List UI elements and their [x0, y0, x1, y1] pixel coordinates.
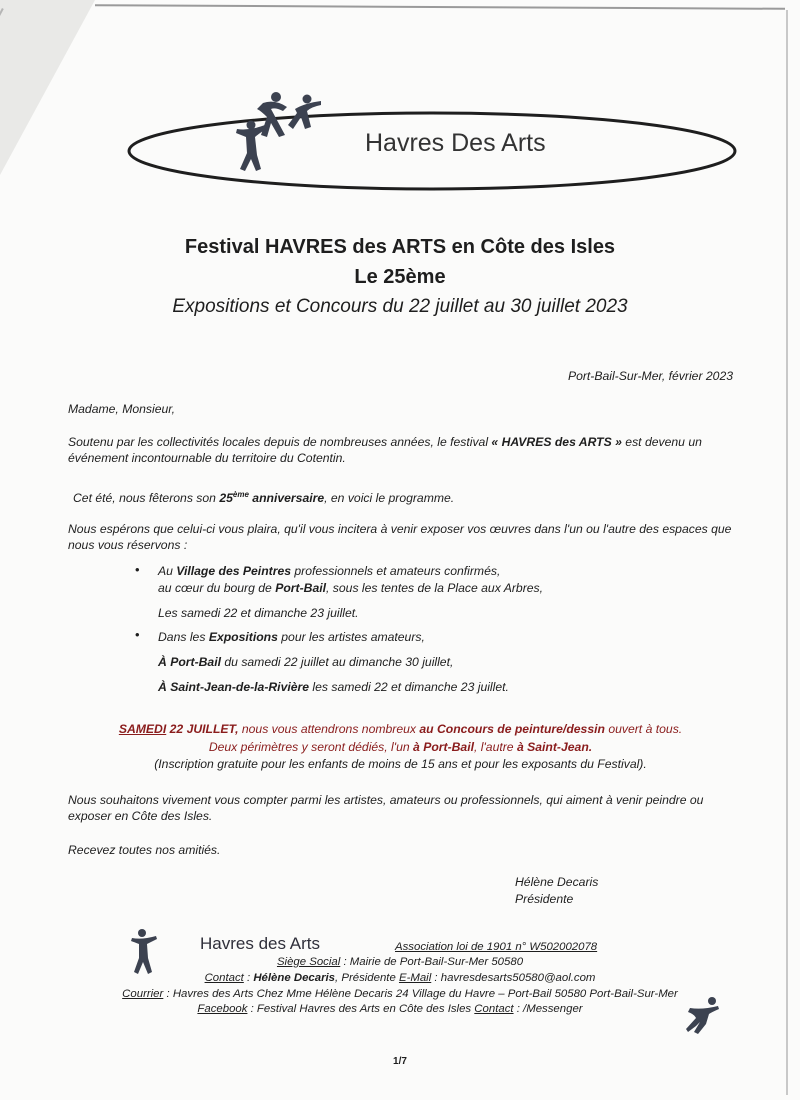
signature-role: Présidente — [515, 892, 574, 906]
bullet-1-line-1 — [158, 563, 718, 579]
contact2-label: Contact — [474, 1003, 514, 1015]
email-label: E-Mail — [398, 972, 432, 984]
bullet-1-line-3: Les samedi 22 et dimanche 23 juillet. — [158, 606, 359, 620]
paragraph-5: Nous souhaitons vivement vous compter parmi les artistes, amateurs ou professionnels, qui aiment à venir peindre ou exposer en Côte des Isles. — [68, 793, 704, 823]
salutation: Madame, Monsieur, — [68, 402, 176, 416]
concours-day-underlined: SAMEDI — [118, 722, 167, 736]
festival-title: Festival HAVRES des ARTS en Côte des Isles — [184, 236, 616, 258]
dancing-figure-icon — [684, 996, 724, 1036]
b1-l2-text-end: , sous les tentes de la Place aux Arbres, — [326, 581, 544, 595]
footer-courrier — [0, 987, 800, 1002]
p2-text-end: , en voici le programme. — [324, 491, 455, 506]
edition-title: Le 25ème — [354, 266, 446, 288]
bullet-dot-icon: • — [135, 562, 140, 577]
dates-title: Expositions et Concours du 22 juillet au 30 juillet 2023 — [172, 296, 628, 317]
b1-l2-text: au cœur du bourg de — [158, 581, 276, 595]
logo-name: Havres Des Arts — [365, 129, 546, 157]
paragraph-3: Nous espérons que celui-ci vous plaira, qu'il vous incitera à venir exposer vos œuvres dans l'un ou l'autre des espaces que nous vous réservons : — [68, 522, 732, 552]
concours-line-1 — [68, 721, 733, 737]
contact2-value: : /Messenger — [513, 1003, 583, 1015]
b2-expositions: Expositions — [208, 630, 278, 644]
facebook-link[interactable]: : Festival Havres des Arts en Côte des Isles — [247, 1003, 475, 1015]
concours-text: nous vous attendrons nombreux — [238, 722, 420, 736]
paragraph-6: Recevez toutes nos amitiés. — [68, 843, 221, 857]
p2-anniversary: anniversaire — [248, 491, 325, 506]
b2-text-end: pour les artistes amateurs, — [277, 630, 425, 644]
p1-festival-name: « HAVRES des ARTS » — [491, 435, 622, 449]
page-fold — [0, 0, 95, 175]
concours-name: au Concours de peinture/dessin — [419, 722, 605, 736]
concours-line-2 — [68, 739, 733, 755]
footer-name: Havres des Arts — [200, 934, 320, 953]
courrier-label: Courrier — [122, 988, 164, 1000]
contact-role: , Présidente — [335, 972, 399, 984]
concours-date: 22 JUILLET, — [166, 722, 239, 736]
p2-number: 25 — [219, 491, 233, 506]
siege-label: Siège Social — [276, 956, 341, 968]
contact-label: Contact — [204, 972, 244, 984]
contact-sep: : — [243, 972, 254, 984]
c2-place-1: à Port-Bail — [413, 740, 474, 754]
b2-l3-place: À Saint-Jean-de-la-Rivière — [158, 680, 310, 694]
b1-text: Au — [158, 564, 177, 578]
c2-place-2: à Saint-Jean. — [516, 740, 593, 754]
dancing-figures-icon — [236, 92, 321, 171]
scan-edge-right — [786, 10, 788, 1095]
p1-text-end: est devenu un événement incontournable du territoire du Cotentin. — [68, 435, 702, 465]
footer-contact — [0, 971, 800, 986]
bullet-2-line-2 — [158, 654, 718, 670]
bullet-2-line-1 — [158, 629, 718, 645]
concours-text-end: ouvert à tous. — [604, 722, 683, 736]
p2-text: Cet été, nous fêterons son — [73, 491, 220, 506]
place-date: Port-Bail-Sur-Mer, février 2023 — [567, 369, 733, 383]
bullet-2-line-3 — [158, 679, 718, 695]
paragraph-2 — [73, 487, 738, 506]
b1-village: Village des Peintres — [176, 564, 292, 578]
concours-line-3: (Inscription gratuite pour les enfants de moins de 15 ans et pour les exposants du Festival). — [154, 757, 647, 771]
scan-edge-top — [95, 4, 785, 10]
contact-name: Hélène Decaris — [253, 972, 336, 984]
p2-sup: ème — [232, 490, 249, 499]
signature-name: Hélène Decaris — [515, 875, 599, 889]
email-link[interactable]: : havresdesarts50580@aol.com — [431, 972, 596, 984]
assoc-number: Association loi de 1901 n° W502002078 — [395, 941, 598, 953]
facebook-label: Facebook — [197, 1003, 248, 1015]
footer-facebook — [0, 1002, 790, 1017]
c2-text: Deux périmètres y seront dédiés, l'un — [208, 740, 414, 754]
c2-text-mid: , l'autre — [473, 740, 517, 754]
courrier-value: : Havres des Arts Chez Mme Hélène Decaris 24 Village du Havre – Port-Bail 50580 Port-Bail-Sur-Mer — [163, 988, 678, 1000]
bullet-dot-icon: • — [135, 627, 140, 642]
b2-l3-text: les samedi 22 et dimanche 23 juillet. — [309, 680, 509, 694]
b2-l2-text: du samedi 22 juillet au dimanche 30 juillet, — [220, 655, 454, 669]
b2-l2-place: À Port-Bail — [158, 655, 221, 669]
b1-l2-place: Port-Bail — [275, 581, 327, 595]
footer-siege — [0, 955, 800, 970]
concours-day — [119, 722, 239, 736]
p1-text: Soutenu par les collectivités locales depuis de nombreuses années, le festival — [68, 435, 492, 449]
page-number: 1/7 — [393, 1056, 407, 1067]
b2-text: Dans les — [158, 630, 209, 644]
header-logo — [125, 85, 740, 193]
footer-association — [395, 940, 695, 955]
bullet-1-line-2 — [158, 580, 718, 596]
paragraph-1 — [68, 434, 733, 466]
siege-value: : Mairie de Port-Bail-Sur-Mer 50580 — [340, 956, 524, 968]
b1-text-end: professionnels et amateurs confirmés, — [291, 564, 501, 578]
